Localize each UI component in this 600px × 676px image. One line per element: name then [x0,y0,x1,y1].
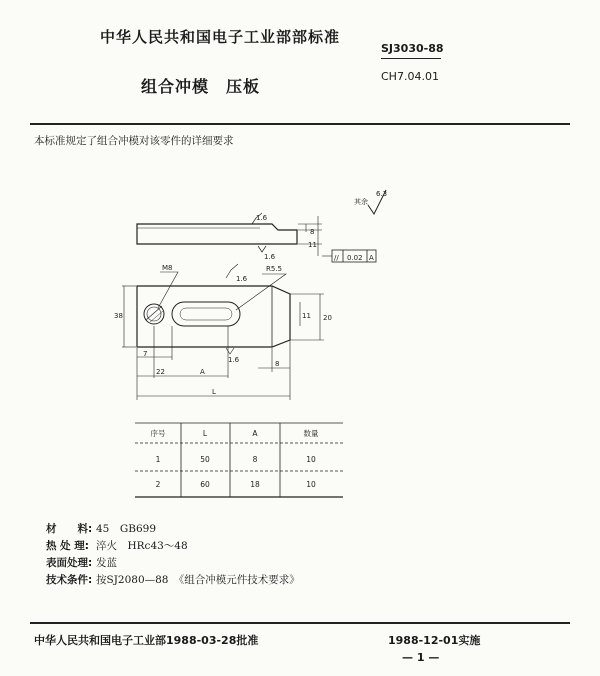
tolerance-datum: A [369,254,374,262]
table-header-qty: 数量 [303,429,319,438]
roughness-bottom-a: 1.6 [228,356,240,364]
top-view-outline [137,286,290,347]
roughness-rest-value: 6.3 [376,190,388,198]
dim-7-label: 7 [143,350,148,358]
table-header-index: 序号 [150,429,166,438]
table-cell: 60 [200,480,210,489]
intro-text: 本标准规定了组合冲模对该零件的详细要求 [34,135,234,147]
dim-l-label: L [212,388,216,396]
roughness-top-value: 1.6 [256,214,268,222]
spec-label: 热 处 理: [46,540,90,552]
table-cell: 50 [200,455,210,464]
dim-38-label: 38 [114,312,123,320]
page-number: — 1 — [402,651,440,664]
spec-material [46,521,156,536]
table-header-l: L [202,429,208,438]
roughness-label: 其余 [354,198,368,206]
roughness-mark-lower [258,246,266,252]
dim-11b-label: 11 [302,312,311,320]
footer-rule [30,622,570,624]
table-cell: 8 [252,455,258,464]
spec-label: 表面处理: [46,557,93,569]
spec-value: 发蓝 [96,557,117,569]
spec-label: 材 料: [46,523,93,535]
spec-value: 淬火 HRc43～48 [96,540,188,552]
dim-b-label: 8 [275,360,280,368]
m8-leader [158,272,178,308]
effective-date: 1988-12-01实施 [388,634,481,647]
tolerance-value: 0.02 [347,254,363,262]
spec-technical-conditions [46,572,300,587]
page-title: 组合冲模 压板 [141,77,261,96]
standard-subcode: CH7.04.01 [381,70,439,83]
table-cell: 2 [155,480,161,489]
dim-22-label: 22 [156,368,165,376]
dim-20-label: 20 [323,314,332,322]
spec-value: 45 GB699 [96,523,157,535]
standard-code: SJ3030-88 [381,42,444,55]
spec-surface-treatment [46,555,117,570]
dim-m8-label: M8 [162,264,173,272]
dim-a-label: A [200,368,205,376]
side-view-outline [137,224,297,244]
roughness-bottom-b: 1.6 [236,275,248,283]
table-cell: 10 [306,455,316,464]
dim-r55-label: R5.5 [266,265,282,273]
spec-heat-treatment [46,538,188,553]
standard-org: 中华人民共和国电子工业部部标准 [100,28,341,46]
approval-text: 中华人民共和国电子工业部1988-03-28批准 [34,634,259,647]
roughness-lower-value: 1.6 [264,253,276,261]
tolerance-symbol: // [334,254,339,262]
roughness-mark-bottom [226,348,234,354]
table-header-a: A [252,429,258,438]
table-cell: 10 [306,480,316,489]
spec-value: 按SJ2080—88 《组合冲模元件技术要求》 [96,574,300,586]
dim-11-label: 11 [308,241,317,249]
slot [172,302,240,326]
spec-label: 技术条件: [46,574,93,586]
dim-8-label: 8 [310,228,315,236]
table-cell: 18 [250,480,260,489]
table-cell: 1 [155,455,161,464]
